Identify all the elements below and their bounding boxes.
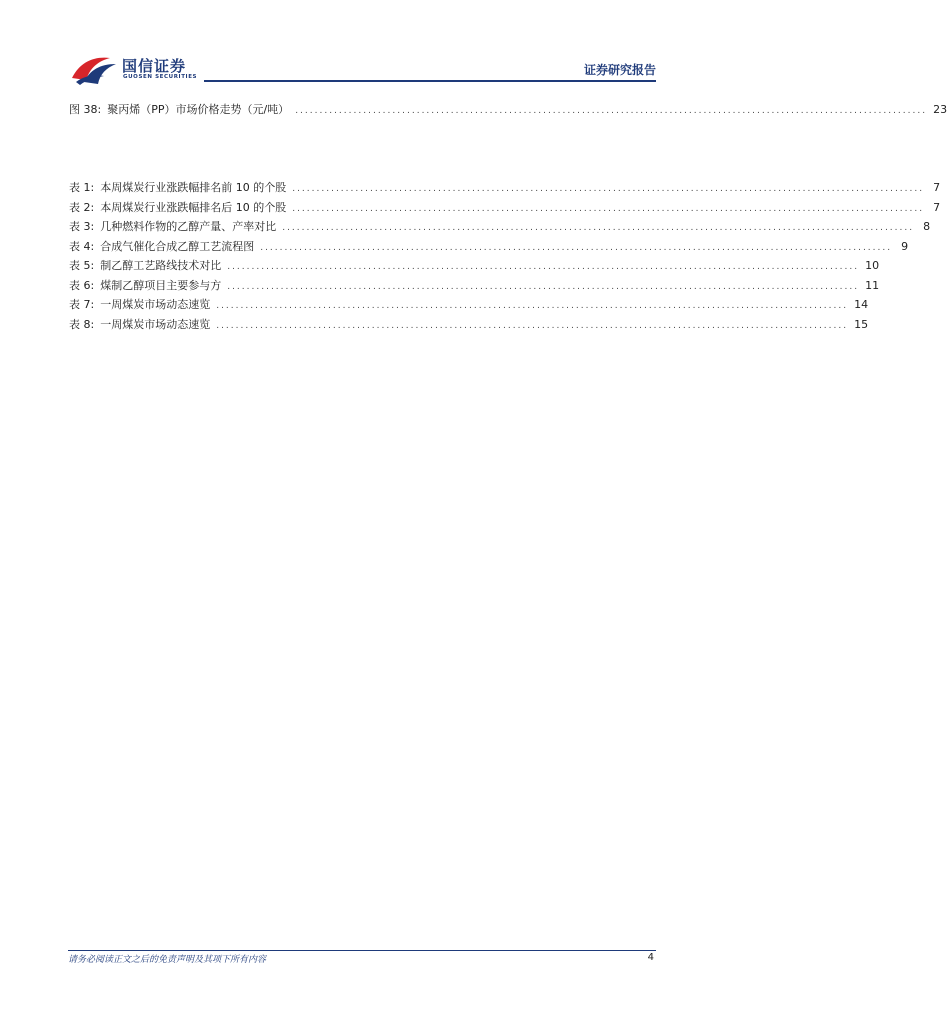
dot-leader: .................................................................................................................................. xyxy=(216,301,849,311)
toc-entry-label: 表 6: xyxy=(69,278,95,292)
toc-entry-figure-38[interactable] xyxy=(69,100,947,120)
logo-chinese-name: 国信证券 xyxy=(122,57,187,75)
dot-leader: .................................................................................................................................. xyxy=(292,184,925,194)
dot-leader: .................................................................................................................................. xyxy=(282,223,915,233)
toc-entry-label: 图 38: xyxy=(69,103,102,116)
toc-entry-page: 8 xyxy=(923,220,931,233)
toc-entry-page: 9 xyxy=(901,239,909,253)
toc-entry-title: 煤制乙醇项目主要参与方 xyxy=(100,278,222,292)
header-divider xyxy=(204,80,656,82)
toc-entry-page: 23 xyxy=(933,103,947,116)
toc-entry-label: 表 1: xyxy=(69,181,95,194)
guosen-logo-icon xyxy=(70,52,120,86)
toc-entry-label: 表 2: xyxy=(69,200,95,214)
toc-entry-table-5[interactable] xyxy=(69,256,880,276)
toc-entry-page: 7 xyxy=(933,200,941,214)
toc-entry-title: 合成气催化合成乙醇工艺流程图 xyxy=(100,239,255,253)
toc-entry-title: 聚丙烯（PP）市场价格走势（元/吨） xyxy=(107,103,290,116)
toc-entry-label: 表 5: xyxy=(69,259,95,272)
page-header xyxy=(0,0,724,90)
toc-entry-table-7[interactable] xyxy=(69,295,869,315)
toc-entry-label: 表 3: xyxy=(69,220,95,233)
disclaimer-note: 请务必阅读正文之后的免责声明及其项下所有内容 xyxy=(68,955,267,965)
dot-leader: .................................................................................................................................. xyxy=(292,203,925,214)
toc-entry-table-4[interactable] xyxy=(69,237,909,257)
toc-entry-table-2[interactable] xyxy=(69,198,941,218)
toc-entry-page: 10 xyxy=(865,259,880,272)
toc-entry-table-3[interactable] xyxy=(69,217,931,237)
toc-entry-title: 本周煤炭行业涨跌幅排名前 10 的个股 xyxy=(100,181,287,194)
guosen-logo xyxy=(70,52,210,86)
toc-entry-label: 表 4: xyxy=(69,239,95,253)
dot-leader: .................................................................................................................................. xyxy=(216,320,849,331)
report-type-label: 证券研究报告 xyxy=(583,63,656,77)
toc-entry-label: 表 7: xyxy=(69,298,95,311)
dot-leader: .................................................................................................................................. xyxy=(295,106,928,116)
table-index xyxy=(69,178,941,334)
toc-entry-title: 一周煤炭市场动态速览 xyxy=(100,317,211,331)
dot-leader: .................................................................................................................................. xyxy=(227,281,860,292)
toc-entry-label: 表 8: xyxy=(69,317,95,331)
toc-entry-page: 15 xyxy=(854,317,869,331)
toc-entry-title: 一周煤炭市场动态速览 xyxy=(100,298,211,311)
toc-entry-table-8[interactable] xyxy=(69,315,869,335)
toc-entry-table-6[interactable] xyxy=(69,276,880,296)
footer-divider xyxy=(68,950,656,951)
toc-entry-page: 7 xyxy=(933,181,941,194)
toc-entry-title: 制乙醇工艺路线技术对比 xyxy=(100,259,222,272)
dot-leader: .................................................................................................................................. xyxy=(227,262,860,272)
toc-entry-table-1[interactable] xyxy=(69,178,941,198)
logo-english-name: GUOSEN SECURITIES xyxy=(123,74,198,80)
dot-leader: .................................................................................................................................. xyxy=(260,242,893,253)
page-number: 4 xyxy=(647,952,654,963)
toc-entry-title: 几种燃料作物的乙醇产量、产率对比 xyxy=(100,220,277,233)
toc-entry-page: 14 xyxy=(854,298,869,311)
figure-index xyxy=(69,100,947,120)
toc-entry-title: 本周煤炭行业涨跌幅排名后 10 的个股 xyxy=(100,200,287,214)
toc-entry-page: 11 xyxy=(865,278,880,292)
